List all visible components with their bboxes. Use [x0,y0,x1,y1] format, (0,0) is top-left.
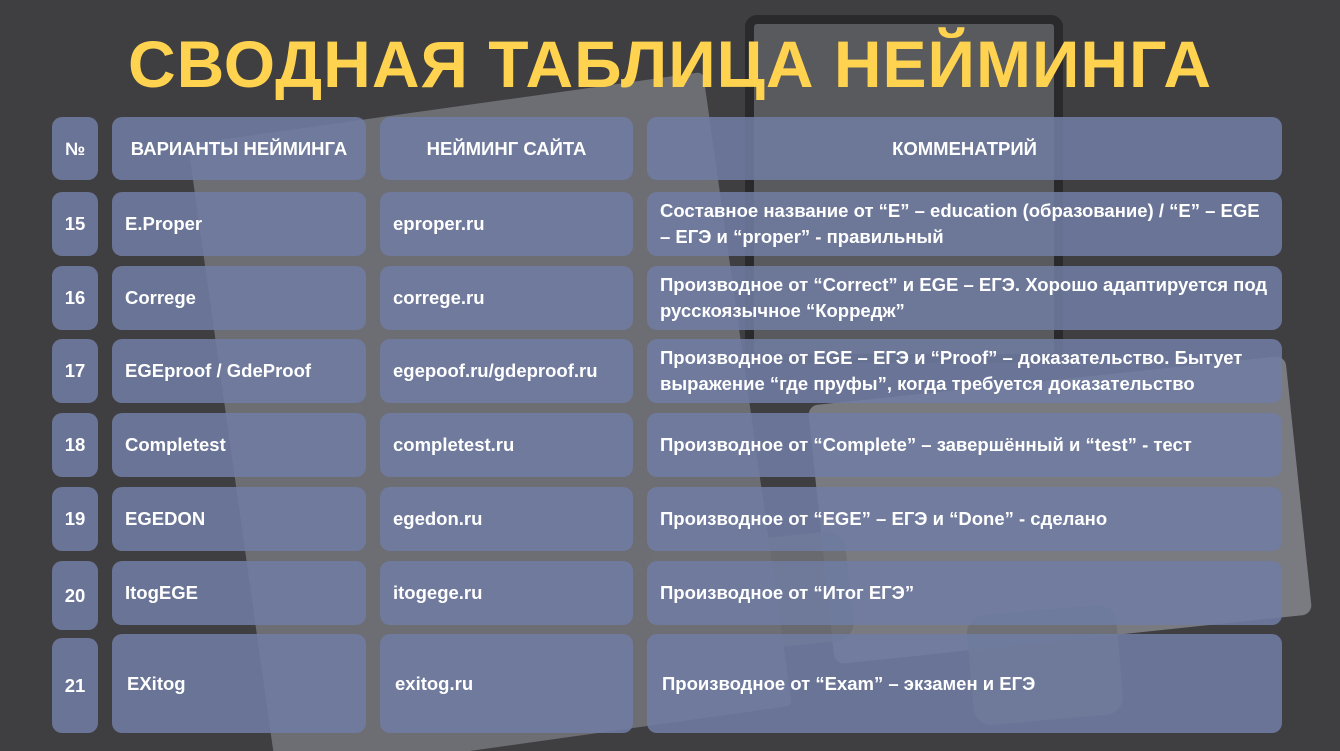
row-num: 19 [52,487,98,551]
row-comment: Производное от EGE – ЕГЭ и “Proof” – доказательство. Бытует выражение “где пруфы”, когда требуется доказательство [647,339,1282,403]
row-comment: Производное от “Итог ЕГЭ” [647,561,1282,625]
row-num: 17 [52,339,98,403]
row-name: ItogEGE [112,561,366,625]
row-site: egedon.ru [380,487,633,551]
row-name: E.Proper [112,192,366,256]
row-site: completest.ru [380,413,633,477]
header-site: НЕЙМИНГ САЙТА [380,117,633,180]
row-num: 21 [52,638,98,733]
row-name: EGEproof / GdeProof [112,339,366,403]
row-comment: Производное от “EGE” – ЕГЭ и “Done” - сделано [647,487,1282,551]
row-site: correge.ru [380,266,633,330]
row-site: egepoof.ru/gdeproof.ru [380,339,633,403]
row-num: 16 [52,266,98,330]
row-num: 20 [52,561,98,630]
row-comment: Производное от “Complete” – завершённый и “test” - тест [647,413,1282,477]
row-name: EXitog [112,634,366,733]
row-name: Correge [112,266,366,330]
row-site: itogege.ru [380,561,633,625]
header-variants: ВАРИАНТЫ НЕЙМИНГА [112,117,366,180]
page-title: СВОДНАЯ ТАБЛИЦА НЕЙМИНГА [128,27,1212,101]
row-site: eproper.ru [380,192,633,256]
row-comment: Производное от “Correct” и EGE – ЕГЭ. Хорошо адаптируется под русскоязычное “Корредж” [647,266,1282,330]
row-comment: Составное название от “E” – education (образование) / “E” – EGE – ЕГЭ и “proper” - правильный [647,192,1282,256]
row-name: Completest [112,413,366,477]
row-num: 15 [52,192,98,256]
header-comment: КОММЕНАТРИЙ [647,117,1282,180]
row-name: EGEDON [112,487,366,551]
row-num: 18 [52,413,98,477]
header-num: № [52,117,98,180]
row-comment: Производное от “Exam” – экзамен и ЕГЭ [647,634,1282,733]
row-site: exitog.ru [380,634,633,733]
